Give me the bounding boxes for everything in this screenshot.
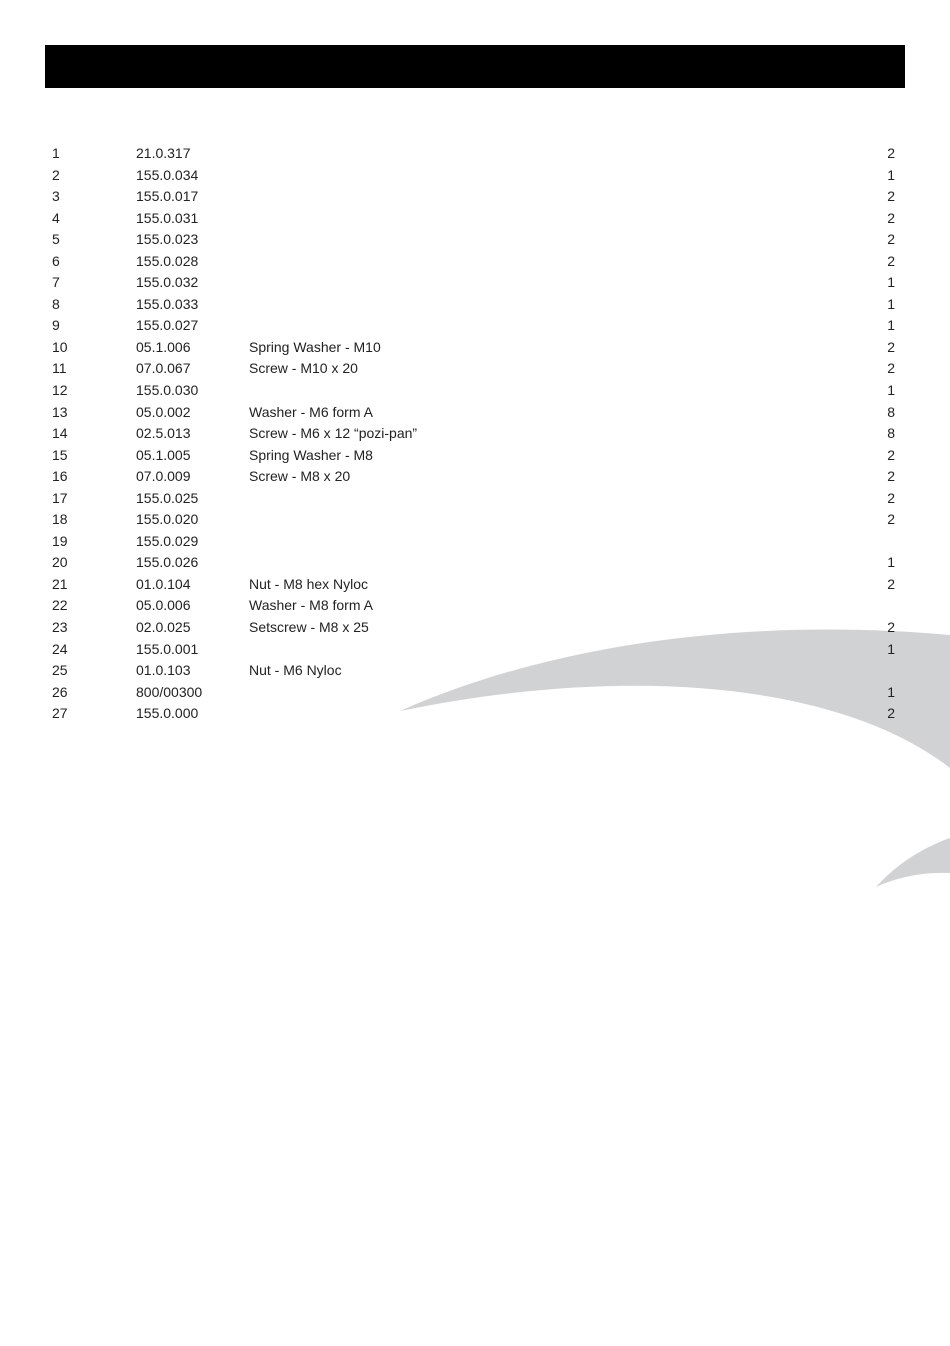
- quantity: 2: [887, 468, 895, 485]
- item-number: 17: [52, 489, 68, 506]
- part-description: Screw - M10 x 20: [249, 360, 358, 377]
- item-number: 15: [52, 446, 68, 463]
- parts-row: [0, 660, 950, 682]
- part-description: Setscrew - M8 x 25: [249, 619, 369, 636]
- part-number: 155.0.033: [136, 295, 199, 312]
- item-number: 5: [52, 231, 60, 248]
- part-number: 21.0.317: [136, 145, 191, 161]
- part-description: Washer - M8 form A: [249, 597, 373, 614]
- part-number: 155.0.028: [136, 252, 199, 269]
- part-description: Screw - M8 x 20: [249, 468, 351, 485]
- parts-row: [0, 229, 950, 251]
- parts-row: [0, 617, 950, 639]
- part-number: 155.0.027: [136, 317, 199, 334]
- parts-row: [0, 574, 950, 596]
- item-number: 14: [52, 425, 68, 442]
- parts-row: [0, 466, 950, 488]
- quantity: 2: [887, 446, 895, 463]
- quantity: 2: [887, 145, 895, 161]
- parts-row: [0, 186, 950, 208]
- part-number: 05.0.002: [136, 403, 191, 420]
- quantity: 2: [887, 489, 895, 506]
- parts-row: [0, 294, 950, 316]
- part-number: 155.0.025: [136, 489, 199, 506]
- item-number: 8: [52, 295, 60, 312]
- parts-row: [0, 639, 950, 661]
- part-number: 155.0.034: [136, 166, 199, 183]
- part-number: 155.0.000: [136, 705, 199, 722]
- part-number: 155.0.030: [136, 382, 199, 399]
- parts-row: [0, 509, 950, 531]
- part-number: 01.0.103: [136, 662, 191, 679]
- item-number: 9: [52, 317, 60, 334]
- parts-row: [0, 208, 950, 230]
- item-number: 25: [52, 662, 68, 679]
- quantity: 2: [887, 360, 895, 377]
- item-number: 11: [52, 360, 67, 377]
- parts-row: [0, 703, 950, 725]
- part-number: 155.0.026: [136, 554, 199, 571]
- item-number: 18: [52, 511, 68, 528]
- parts-row: [0, 531, 950, 553]
- parts-list: [0, 143, 950, 725]
- quantity: 1: [887, 554, 895, 571]
- quantity: 2: [887, 705, 895, 722]
- quantity: 1: [887, 274, 895, 291]
- part-description: Screw - M6 x 12 “pozi-pan”: [249, 425, 418, 442]
- part-number: 155.0.023: [136, 231, 199, 248]
- parts-row: [0, 445, 950, 467]
- item-number: 27: [52, 705, 68, 722]
- part-number: 07.0.067: [136, 360, 191, 377]
- part-number: 05.0.006: [136, 597, 191, 614]
- item-number: 22: [52, 597, 68, 614]
- parts-row: [0, 251, 950, 273]
- item-number: 10: [52, 338, 68, 355]
- part-number: 02.0.025: [136, 619, 191, 636]
- part-number: 01.0.104: [136, 575, 191, 592]
- quantity: 2: [887, 209, 895, 226]
- parts-row: [0, 423, 950, 445]
- parts-row: [0, 682, 950, 704]
- part-number: 05.1.006: [136, 338, 191, 355]
- quantity: 2: [887, 575, 895, 592]
- parts-row: [0, 165, 950, 187]
- item-number: 1: [52, 145, 60, 161]
- quantity: 2: [887, 511, 895, 528]
- part-number: 05.1.005: [136, 446, 191, 463]
- item-number: 7: [52, 274, 60, 291]
- quantity: 2: [887, 338, 895, 355]
- item-number: 2: [52, 166, 60, 183]
- part-description: Spring Washer - M8: [249, 446, 373, 463]
- item-number: 19: [52, 532, 68, 549]
- item-number: 24: [52, 640, 68, 657]
- item-number: 13: [52, 403, 68, 420]
- part-number: 800/00300: [136, 683, 203, 700]
- part-number: 155.0.001: [136, 640, 199, 657]
- part-number: 02.5.013: [136, 425, 191, 442]
- parts-row: [0, 143, 950, 165]
- parts-row: [0, 595, 950, 617]
- part-description: Nut - M6 Nyloc: [249, 662, 342, 679]
- item-number: 4: [52, 209, 60, 226]
- item-number: 12: [52, 382, 68, 399]
- item-number: 3: [52, 188, 60, 205]
- quantity: 2: [887, 252, 895, 269]
- quantity: 2: [887, 231, 895, 248]
- part-number: 155.0.020: [136, 511, 199, 528]
- parts-row: [0, 552, 950, 574]
- part-description: Nut - M8 hex Nyloc: [249, 575, 369, 592]
- parts-row: [0, 315, 950, 337]
- parts-row: [0, 402, 950, 424]
- item-number: 26: [52, 683, 68, 700]
- header-bar: [45, 45, 905, 88]
- part-number: 07.0.009: [136, 468, 191, 485]
- item-number: 16: [52, 468, 68, 485]
- quantity: 8: [887, 403, 895, 420]
- item-number: 6: [52, 252, 60, 269]
- part-number: 155.0.017: [136, 188, 199, 205]
- quantity: 1: [887, 317, 895, 334]
- part-number: 155.0.029: [136, 532, 199, 549]
- quantity: 1: [887, 683, 895, 700]
- parts-row: [0, 337, 950, 359]
- part-number: 155.0.032: [136, 274, 199, 291]
- item-number: 21: [52, 575, 68, 592]
- part-description: Spring Washer - M10: [249, 338, 381, 355]
- parts-row: [0, 358, 950, 380]
- swoosh-lower-shape: [876, 838, 950, 887]
- item-number: 23: [52, 619, 68, 636]
- item-number: 20: [52, 554, 68, 571]
- quantity: 8: [887, 425, 895, 442]
- part-number: 155.0.031: [136, 209, 199, 226]
- part-description: Washer - M6 form A: [249, 403, 373, 420]
- parts-row: [0, 272, 950, 294]
- quantity: 1: [887, 166, 895, 183]
- quantity: 1: [887, 382, 895, 399]
- parts-row: [0, 380, 950, 402]
- quantity: 1: [887, 295, 895, 312]
- quantity: 2: [887, 619, 895, 636]
- quantity: 2: [887, 188, 895, 205]
- parts-row: [0, 488, 950, 510]
- quantity: 1: [887, 640, 895, 657]
